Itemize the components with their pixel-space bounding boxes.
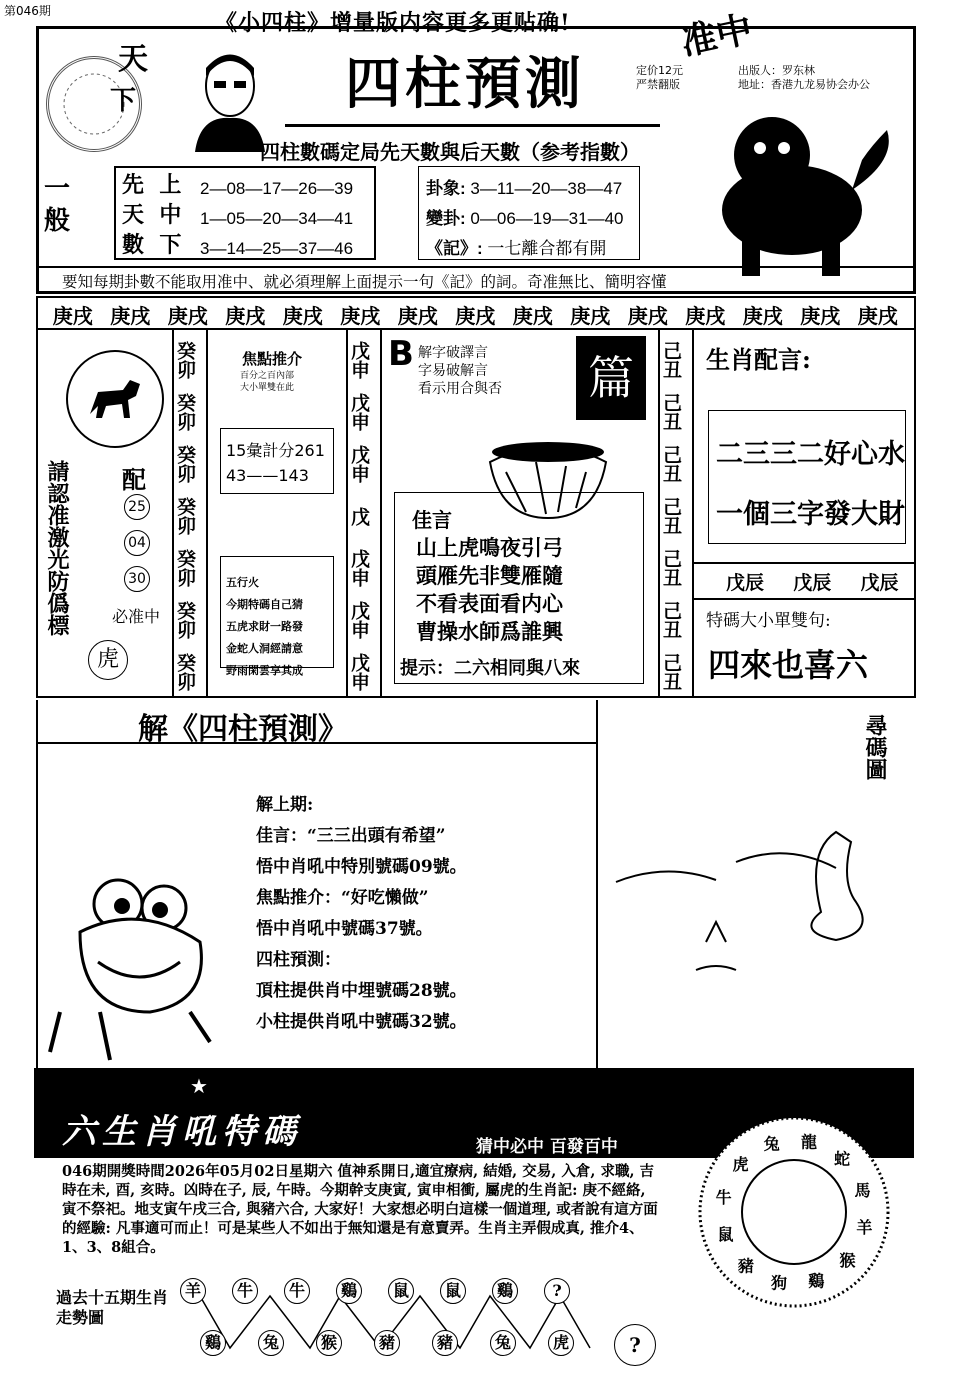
guimao-cell: 癸卯 [174, 601, 196, 639]
xt-row-3: 3—14—25—37—46 [200, 239, 354, 258]
jichou-cell: 己丑 [660, 549, 682, 587]
gengxu-cell: 庚戌 [857, 304, 898, 328]
wushen-cell: 戊申 [348, 445, 370, 483]
notice-text: 要知每期卦數不能取用准中、就必須理解上面提示一句《記》的詞。奇准無比、簡明容懂 [62, 273, 667, 291]
gua-value-1: 3—11—20—38—47 [470, 179, 623, 198]
pei-number-3: 30 [124, 566, 150, 592]
jie-line: 四柱預測： [256, 950, 341, 970]
gengxu-cell: 庚戌 [397, 304, 438, 328]
focus-line: 野雨閑雲享其成 [226, 664, 303, 677]
xt-row-1: 2—08—17—26—39 [200, 179, 354, 198]
focus-line: 五行火 [226, 576, 259, 589]
gua-rows [426, 174, 624, 264]
divider [694, 598, 916, 600]
issue-number: 第046期 [4, 4, 51, 18]
trend-bottom-5: 兔 [490, 1330, 516, 1356]
trend-top-1: 牛 [232, 1278, 258, 1304]
wushen-cell: 戊申 [348, 601, 370, 639]
gengxu-cell: 庚戌 [570, 304, 611, 328]
focus-line: 五虎求財一路發 [226, 620, 303, 633]
wheel-animal-8: 猴 [839, 1251, 856, 1271]
guimao-cell: 癸卯 [174, 497, 196, 535]
anti-fake-text: 請認准激光防僞標 [44, 460, 70, 636]
jiayan-title: 佳言 [412, 508, 452, 532]
star-icon: ★ [190, 1074, 208, 1098]
wheel-svg [696, 1114, 892, 1310]
wheel-animal-7: 羊 [856, 1217, 873, 1237]
gengxu-row [44, 300, 907, 329]
xunma-illustration [606, 822, 906, 992]
jichou-cell: 己丑 [660, 393, 682, 431]
xiantian-labels [122, 170, 181, 260]
xt-label-2b: 中 [159, 202, 182, 228]
jie-line: 頂柱提供肖中埋號碼28號。 [256, 981, 467, 1001]
jichou-cell: 己丑 [660, 341, 682, 379]
jie-line: 悟中肖吼中號碼37號。 [256, 919, 433, 939]
wushen-cell: 戊申 [348, 341, 370, 379]
focus-sub1: 百分之百內部 [240, 371, 295, 381]
corner-char-4: 般 [44, 206, 71, 236]
guimao-cell: 癸卯 [174, 653, 196, 691]
trend-final: ? [614, 1324, 656, 1366]
jie-line: 解上期: [256, 795, 314, 815]
wuchen-cell: 戊辰 [793, 572, 832, 594]
peiyan-line-2: 一個三字發大財 [716, 499, 905, 530]
bizhun-label: 必准中 [112, 607, 161, 626]
focus-lines [226, 572, 303, 682]
focus-title: 焦點推介 [242, 350, 303, 368]
jie-line: 悟中肖吼中特別號碼09號。 [256, 857, 467, 877]
b-line: 看示用合與否 [418, 381, 502, 397]
pei-number-2: 04 [124, 530, 150, 556]
xt-label-1b: 上 [159, 172, 182, 198]
xt-label-2a: 天 [122, 202, 145, 228]
jiayan-line: 山上虎鳴夜引弓 [416, 535, 563, 560]
jie-line: 小柱提供肖吼中號碼32號。 [256, 1012, 467, 1032]
xt-label-1a: 先 [122, 172, 145, 198]
gengxu-cell: 庚戌 [455, 304, 496, 328]
xt-row-2: 1—05—20—34—41 [200, 209, 354, 228]
banner: 《小四柱》增量版内容更多更贴确! [215, 10, 571, 36]
lion-icon [712, 100, 902, 280]
guimao-cell: 癸卯 [174, 393, 196, 431]
zodiac-wheel [696, 1114, 892, 1310]
publisher: 出版人：罗东林 [738, 64, 815, 77]
trend-bottom-3: 豬 [374, 1330, 400, 1356]
jichou-cell: 己丑 [660, 653, 682, 691]
trend-top-4: 鼠 [388, 1278, 414, 1304]
wheel-animal-2: 虎 [732, 1154, 749, 1174]
jichou-cell: 己丑 [660, 445, 682, 483]
jie-lines [256, 790, 467, 1038]
wushen-cell: 戊 [348, 506, 370, 526]
frog-icon [40, 862, 230, 1062]
trend-bottom-2: 猴 [316, 1330, 342, 1356]
zhunzhong-stamp: 准中 [676, 7, 757, 64]
animal-circle: 虎 [88, 640, 128, 680]
trend-bottom-6: 虎 [548, 1330, 574, 1356]
trend-top-6: 鷄 [492, 1278, 518, 1304]
gua-label-2: 變卦: [426, 209, 466, 228]
jiayan-line: 曹操水師爲誰興 [416, 619, 563, 644]
brush-title: 六生肖吼特碼 [62, 1112, 302, 1152]
trend-bottom-0: 鷄 [200, 1330, 226, 1356]
gengxu-cell: 庚戌 [167, 304, 208, 328]
info-paragraph: 046期開獎時間2026年05月02日星期六 值神系開日,適宜療病, 結婚, 交易, 入倉, 求職, 吉時在未, 酉, 亥時。凶時在子, 辰, 午時。今期幹支庚寅, 寅申相衝, 屬虎的生肖記: 庚不經絡, 寅不祭祀。地支寅午戌三合, 與豬六合, 大家好！大家想必明白這樣一個道理, 或者說有這方面的經驗: 凡事適可而止！可是某些人不如出于無知還是有意賣弄。生肖主弄假成真, 推介4、1、3、8組合。 [62, 1163, 658, 1256]
wushen-cell: 戊申 [348, 653, 370, 691]
wheel-animal-9: 鷄 [808, 1271, 825, 1291]
wheel-animal-6: 馬 [854, 1180, 871, 1200]
xt-label-3a: 數 [122, 232, 145, 258]
wheel-animal-3: 兔 [763, 1134, 780, 1154]
gengxu-cell: 庚戌 [627, 304, 668, 328]
wheel-animal-1: 牛 [715, 1188, 732, 1208]
gengxu-cell: 庚戌 [110, 304, 151, 328]
page-title: 四柱預測 [345, 51, 585, 117]
title-rule [285, 124, 660, 127]
wuchen-cell: 戊辰 [726, 572, 765, 594]
guimao-cell: 癸卯 [174, 549, 196, 587]
xt-label-3b: 下 [159, 232, 182, 258]
divider [694, 562, 916, 564]
gengxu-cell: 庚戌 [742, 304, 783, 328]
wuchen-row [726, 568, 899, 595]
gengxu-cell: 庚戌 [282, 304, 323, 328]
corner-char-3: 一 [44, 174, 71, 204]
jie-line: 佳言：“三三出頭有希望” [256, 826, 446, 846]
divider [380, 328, 382, 698]
hint-text: 提示：二六相同與八來 [400, 658, 580, 679]
jie-title: 解《四柱預測》 [138, 712, 348, 747]
horse-icon [68, 352, 162, 446]
cartoon-frog [40, 862, 230, 1062]
b-letter: B [388, 334, 414, 374]
trend-top-2: 牛 [284, 1278, 310, 1304]
slogan: 猜中必中 百發百中 [476, 1137, 618, 1157]
jichou-cell: 己丑 [660, 497, 682, 535]
gua-label-1: 卦象: [426, 179, 466, 198]
address: 地址：香港九龙易协会办公 [738, 78, 870, 91]
gua-label-3: 《記》: [426, 239, 483, 258]
divider [596, 700, 598, 1070]
gengxu-cell: 庚戌 [685, 304, 726, 328]
te-text: 四來也喜六 [708, 646, 869, 684]
divider [206, 328, 208, 698]
guimao-cell: 癸卯 [174, 341, 196, 379]
b-line: 解字破譯言 [418, 345, 488, 361]
b-lines [418, 344, 502, 398]
wheel-animal-5: 蛇 [834, 1149, 851, 1169]
wheel-animal-10: 狗 [771, 1273, 788, 1293]
jie-line: 焦點推介：“好吃懶做” [256, 888, 429, 908]
pian-block: 篇 [576, 336, 646, 420]
gengxu-cell: 庚戌 [800, 304, 841, 328]
wheel-animal-0: 鼠 [717, 1225, 734, 1245]
divider [36, 700, 38, 1072]
xiantian-numbers [200, 174, 353, 264]
trend-top-3: 鷄 [336, 1278, 362, 1304]
shengxiao-title: 生肖配言: [706, 345, 811, 374]
horse-circle [66, 350, 164, 448]
calc-line-1: 15彙計分261 [226, 441, 325, 460]
wushen-cell: 戊申 [348, 393, 370, 431]
trend-top-7: ? [544, 1278, 570, 1304]
lion-image [712, 100, 902, 280]
peiyan-line-1: 二三三二好心水 [716, 439, 905, 470]
gengxu-cell: 庚戌 [512, 304, 553, 328]
gengxu-cell: 庚戌 [52, 304, 93, 328]
trend-bottom-1: 兔 [258, 1330, 284, 1356]
jiayan-lines [416, 534, 563, 646]
gua-value-2: 0—06—19—31—40 [470, 209, 624, 228]
corner-char-2: 下 [110, 86, 137, 116]
trend-top-5: 鼠 [440, 1278, 466, 1304]
wushen-cell: 戊申 [348, 549, 370, 587]
trend-bottom-4: 豬 [432, 1330, 458, 1356]
jiayan-line: 不看表面看内心 [416, 591, 563, 616]
focus-line: 金蛇人洞經請意 [226, 642, 303, 655]
calc-line-2: 43——143 [226, 466, 309, 485]
gengxu-cell: 庚戌 [340, 304, 381, 328]
gengxu-cell: 庚戌 [225, 304, 266, 328]
focus-line: 今期特碼自己猜 [226, 598, 303, 611]
wheel-animal-11: 豬 [737, 1256, 754, 1276]
pei-label: 配 [122, 465, 146, 494]
swan-icon [606, 822, 906, 992]
guimao-cell: 癸卯 [174, 445, 196, 483]
no-copy: 严禁翻版 [636, 78, 680, 91]
gua-value-3: 一七離合都有開 [487, 239, 607, 258]
jichou-cell: 己丑 [660, 601, 682, 639]
price: 定价12元 [636, 64, 683, 77]
jichou-column [660, 334, 692, 698]
jiayan-line: 頭雁先非雙雁隨 [416, 563, 563, 588]
divider [692, 328, 694, 698]
focus-sub2: 大小單雙在此 [240, 383, 295, 393]
corner-char-1: 天 [118, 42, 148, 77]
xunma-label: 尋碼圖 [862, 714, 888, 780]
pei-number-1: 25 [124, 494, 150, 520]
b-line: 字易破解言 [418, 363, 488, 379]
notice-rule [36, 266, 916, 268]
wheel-animal-4: 龍 [800, 1132, 817, 1152]
guimao-column [174, 334, 206, 698]
past-label: 過去十五期生肖走勢圖 [56, 1288, 169, 1327]
wuchen-cell: 戊辰 [860, 572, 899, 594]
te-title: 特碼大小單雙句: [706, 611, 831, 631]
subtitle: 四柱數碼定局先天數與后天數（参考指數） [260, 140, 640, 164]
trend-top-0: 羊 [180, 1278, 206, 1304]
wushen-column [348, 334, 380, 698]
